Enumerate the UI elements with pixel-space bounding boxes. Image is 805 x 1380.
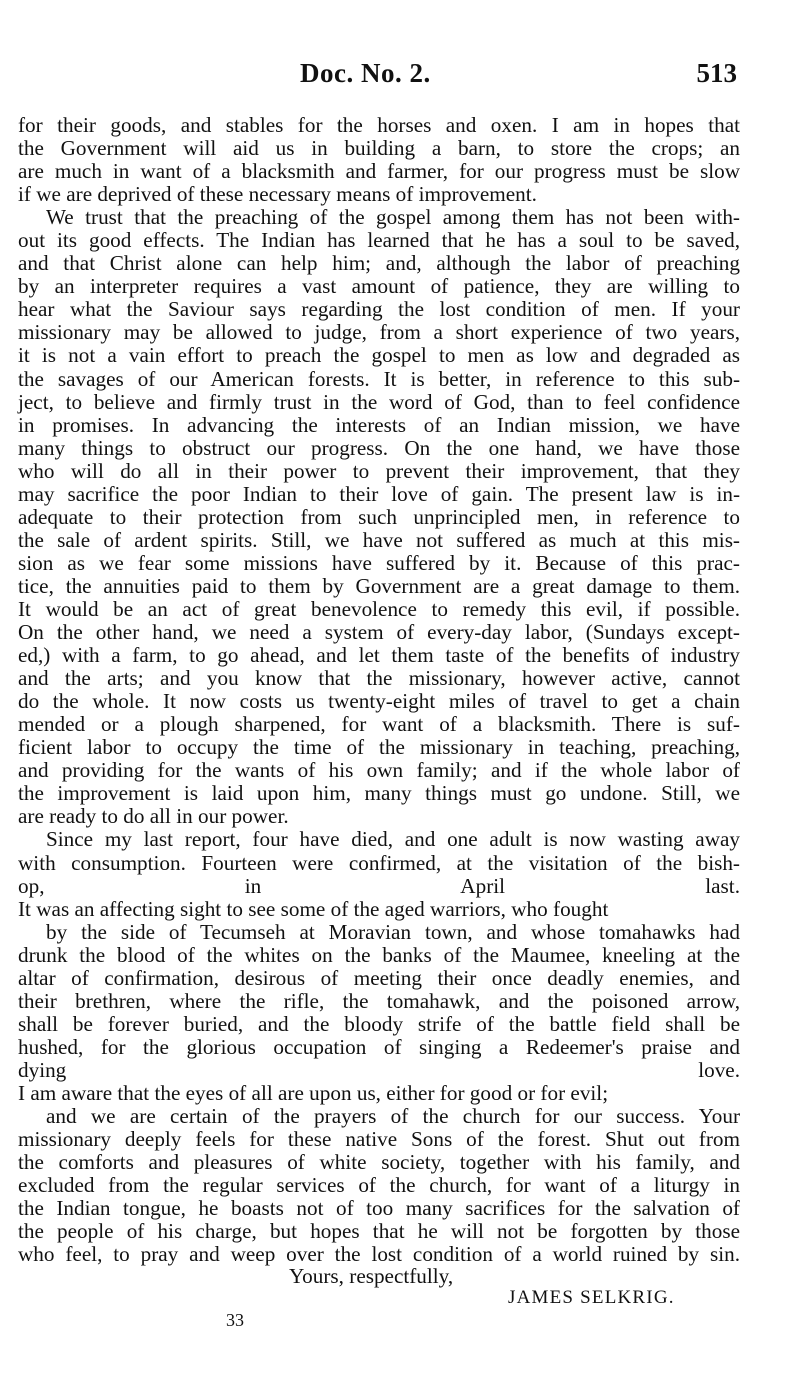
text-line: many things to obstruct our progress. On the one hand, we have those: [18, 435, 740, 460]
text-line: it is not a vain effort to preach the gospel to men as low and degraded as: [18, 343, 740, 368]
text-line: altar of confirmation, desirous of meeting their once deadly enemies, and: [18, 965, 740, 990]
text-line: do the whole. It now costs us twenty-eight miles of travel to get a chain: [18, 689, 740, 714]
text-line: for their goods, and stables for the horses and oxen. I am in hopes that: [18, 113, 740, 137]
text-line: who feel, to pray and weep over the lost condition of a world ruined by sin.: [18, 1242, 740, 1267]
text-line: and the arts; and you know that the missionary, however active, cannot: [18, 666, 740, 691]
header-title: Doc. No. 2.: [300, 58, 431, 88]
text-line: the savages of our American forests. It is better, in reference to this sub-: [18, 366, 740, 391]
text-line: sion as we fear some missions have suffered by it. Because of this prac-: [18, 550, 740, 575]
page-number: 513: [696, 58, 737, 88]
text-line: the people of his charge, but hopes that he will not be forgotten by those: [18, 1219, 740, 1244]
text-line: adequate to their protection from such unprincipled men, in reference to: [18, 504, 740, 529]
text-line: ed,) with a farm, to go ahead, and let them taste of the benefits of industry: [18, 643, 740, 668]
text-line: by the side of Tecumseh at Moravian town, and whose tomahawks had: [46, 919, 740, 944]
text-line: with consumption. Fourteen were confirmed, at the visitation of the bish-: [18, 850, 740, 875]
text-line: missionary deeply feels for these native Sons of the forest. Shut out from: [18, 1127, 740, 1152]
text-line: ficient labor to occupy the time of the missionary in teaching, preaching,: [18, 735, 740, 760]
text-line: shall be forever buried, and the bloody strife of the battle field shall be: [18, 1011, 740, 1036]
text-line: are ready to do all in our power.: [18, 804, 289, 829]
text-line: dying love.: [18, 1057, 740, 1082]
text-line: op, in April last.: [18, 873, 740, 898]
text-line: and that Christ alone can help him; and, although the labor of preaching: [18, 251, 740, 276]
text-line: It was an affecting sight to see some of the aged warriors, who fought: [18, 896, 609, 921]
text-line: the Indian tongue, he boasts not of too many sacrifices for the salvation of: [18, 1196, 740, 1221]
text-line: On the other hand, we need a system of every-day labor, (Sundays except-: [18, 620, 740, 645]
text-line: by an interpreter requires a vast amount of patience, they are willing to: [18, 274, 740, 299]
text-line: Since my last report, four have died, and one adult is now wasting away: [46, 827, 740, 852]
text-line: the sale of ardent spirits. Still, we have not suffered as much at this mis-: [18, 527, 740, 552]
text-line: mended or a plough sharpened, for want of a blacksmith. There is suf-: [18, 712, 740, 737]
text-line: the comforts and pleasures of white society, together with his family, and: [18, 1150, 740, 1175]
text-line: the improvement is laid upon him, many things must go undone. Still, we: [18, 781, 740, 806]
text-line: ject, to believe and firmly trust in the word of God, than to feel confidence: [18, 389, 740, 414]
text-line: are much in want of a blacksmith and farmer, for our progress must be slow: [18, 159, 740, 184]
text-line: who will do all in their power to prevent their improvement, that they: [18, 458, 740, 483]
text-line: hushed, for the glorious occupation of singing a Redeemer's praise and: [18, 1034, 740, 1059]
text-line: the Government will aid us in building a barn, to store the crops; an: [18, 136, 740, 161]
text-line: We trust that the preaching of the gospel among them has not been with-: [46, 205, 740, 230]
text-line: and providing for the wants of his own family; and if the whole labor of: [18, 758, 740, 783]
body-text: [18, 114, 740, 1266]
text-line: I am aware that the eyes of all are upon us, either for good or for evil;: [18, 1080, 609, 1105]
text-line: tice, the annuities paid to them by Government are a great damage to them.: [18, 573, 740, 598]
text-line: excluded from the regular services of the church, for want of a liturgy in: [18, 1173, 740, 1198]
text-line: in promises. In advancing the interests of an Indian mission, we have: [18, 412, 740, 437]
text-line: their brethren, where the rifle, the tomahawk, and the poisoned arrow,: [18, 988, 740, 1013]
signature-mark: 33: [226, 1310, 244, 1330]
text-line: drunk the blood of the whites on the banks of the Maumee, kneeling at the: [18, 942, 740, 967]
text-line: and we are certain of the prayers of the church for our success. Your: [46, 1104, 740, 1129]
signature-name: JAMES SELKRIG.: [508, 1287, 675, 1308]
text-line: It would be an act of great benevolence to remedy this evil, if possible.: [18, 596, 740, 621]
text-line: out its good effects. The Indian has learned that he has a soul to be saved,: [18, 228, 740, 253]
text-line: hear what the Saviour says regarding the lost condition of men. If your: [18, 297, 740, 322]
closing-salutation: Yours, respectfully,: [289, 1264, 454, 1288]
text-line: may sacrifice the poor Indian to their love of gain. The present law is in-: [18, 481, 740, 506]
text-line: if we are deprived of these necessary means of improvement.: [18, 182, 537, 207]
text-line: missionary may be allowed to judge, from a short experience of two years,: [18, 320, 740, 345]
